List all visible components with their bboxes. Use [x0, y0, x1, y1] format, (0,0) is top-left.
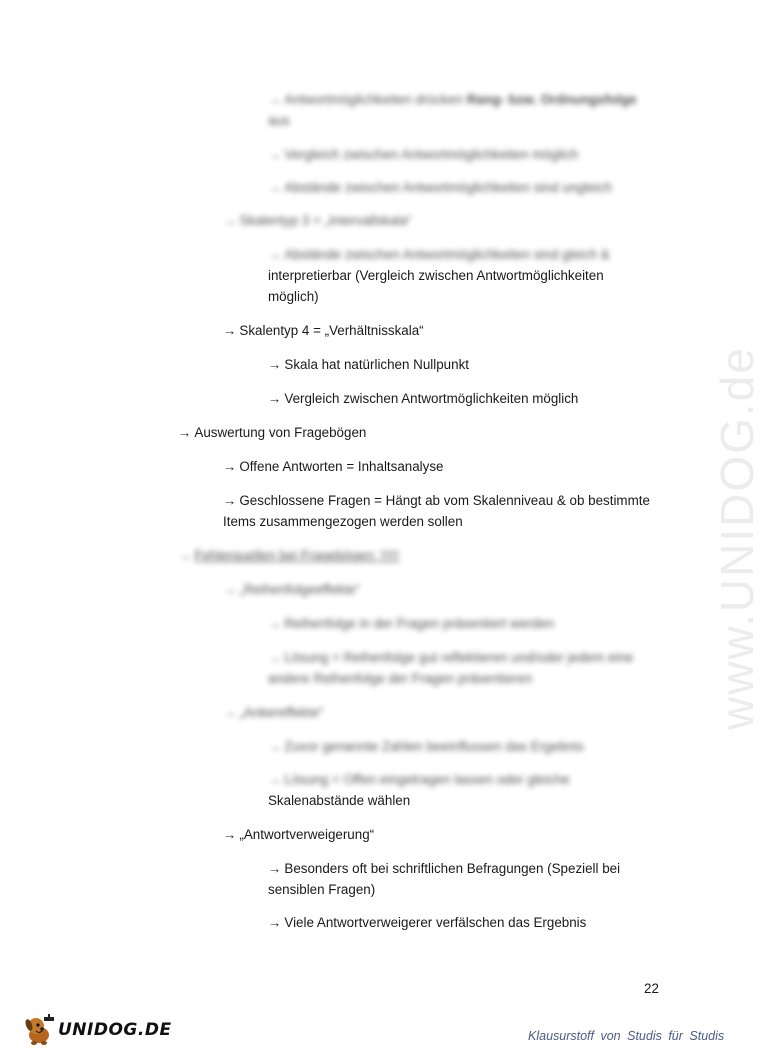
arrow-icon: → [223, 323, 237, 338]
line-text: interpretierbar (Vergleich zwischen Antwortmöglichkeiten [268, 268, 604, 283]
text-line [223, 456, 444, 477]
text-line [268, 879, 375, 900]
text-line [268, 144, 578, 165]
text-line [268, 736, 584, 757]
dog-mascot-icon [22, 1013, 56, 1047]
line-text: „Antwortverweigerung“ [239, 827, 375, 842]
footer-logo [22, 1013, 172, 1047]
text-line [223, 702, 323, 723]
text-line [223, 490, 650, 511]
arrow-icon: → [268, 180, 282, 195]
line-text: Skalentyp 3 = „Intervallskala“ [239, 213, 412, 228]
text-line [223, 210, 412, 231]
arrow-icon: → [178, 425, 192, 440]
text-line [268, 388, 578, 409]
line-text: aus [268, 113, 290, 128]
footer-tagline: Klausurstoff von Studis für Studis [528, 1029, 725, 1043]
line-text: Items zusammengezogen werden sollen [223, 514, 463, 529]
text-line [268, 177, 612, 198]
line-text: Skala hat natürlichen Nullpunkt [284, 357, 469, 372]
arrow-icon: → [268, 92, 282, 107]
arrow-icon: → [268, 915, 282, 930]
line-text: Abstände zwischen Antwortmöglichkeiten sind gleich & [284, 247, 610, 262]
line-text: Viele Antwortverweigerer verfälschen das Ergebnis [284, 915, 587, 930]
line-text: Auswertung von Fragebögen [194, 425, 367, 440]
footer-logo-text: UNIDOG.DE [58, 1020, 172, 1040]
line-text: Lösung = Offen eingetragen lassen oder gleiche [284, 772, 570, 787]
text-line [178, 422, 366, 443]
arrow-icon: → [268, 739, 282, 754]
arrow-icon: → [223, 705, 237, 720]
arrow-icon: → [223, 459, 237, 474]
text-line [223, 824, 374, 845]
line-text: andere Reihenfolge der Fragen präsentieren [268, 671, 533, 686]
text-line [268, 89, 637, 110]
arrow-icon: → [223, 827, 237, 842]
line-text: „Reihenfolgeeffekte“ [239, 582, 360, 597]
arrow-icon: → [268, 772, 282, 787]
line-text: Lösung = Reihenfolge gut reflektieren und/oder jedem eine [284, 650, 634, 665]
text-line [223, 320, 424, 341]
arrow-icon: → [268, 147, 282, 162]
text-line [268, 790, 410, 811]
arrow-icon: → [268, 616, 282, 631]
text-line [268, 265, 604, 286]
line-text: Besonders oft bei schriftlichen Befragungen (Speziell bei [284, 861, 621, 876]
watermark: www.UNIDOG.de [711, 346, 763, 730]
arrow-icon: → [223, 493, 237, 508]
arrow-icon: → [268, 247, 282, 262]
text-line [223, 579, 360, 600]
line-text: Reihenfolge in der Fragen präsentiert werden [284, 616, 554, 631]
arrow-icon: → [223, 213, 237, 228]
arrow-icon: → [178, 548, 192, 563]
text-line [268, 769, 570, 790]
text-line [268, 110, 290, 131]
line-text: möglich) [268, 289, 319, 304]
text-line [223, 511, 463, 532]
text-line [268, 286, 319, 307]
line-text: Vergleich zwischen Antwortmöglichkeiten möglich [284, 147, 579, 162]
text-line [268, 668, 532, 689]
line-text: Zuvor genannte Zahlen beeinflussen das Ergebnis [284, 739, 584, 754]
arrow-icon: → [268, 357, 282, 372]
line-text: Abstände zwischen Antwortmöglichkeiten sind ungleich [284, 180, 612, 195]
line-text-bold: Rang- bzw. Ordnungsfolge [466, 92, 637, 107]
text-line [268, 858, 620, 879]
line-text: Geschlossene Fragen = Hängt ab vom Skalenniveau & ob bestimmte [239, 493, 650, 508]
text-line [268, 244, 610, 265]
arrow-icon: → [268, 861, 282, 876]
line-text: Fehlerquellen bei Fragebögen: !!!!! [194, 548, 400, 563]
text-line [178, 545, 399, 566]
line-text: sensiblen Fragen) [268, 882, 376, 897]
line-text: Vergleich zwischen Antwortmöglichkeiten möglich [284, 391, 579, 406]
text-line [268, 647, 633, 668]
arrow-icon: → [268, 650, 282, 665]
text-line [268, 912, 586, 933]
line-text: Skalentyp 4 = „Verhältnisskala“ [239, 323, 424, 338]
page-number: 22 [644, 981, 659, 996]
text-line [268, 354, 469, 375]
line-text: Antwortmöglichkeiten drücken [284, 92, 464, 107]
text-line [268, 613, 554, 634]
arrow-icon: → [268, 391, 282, 406]
line-text: „Ankereffekte“ [239, 705, 324, 720]
line-text: Offene Antworten = Inhaltsanalyse [239, 459, 444, 474]
line-text: Skalenabstände wählen [268, 793, 411, 808]
arrow-icon: → [223, 582, 237, 597]
